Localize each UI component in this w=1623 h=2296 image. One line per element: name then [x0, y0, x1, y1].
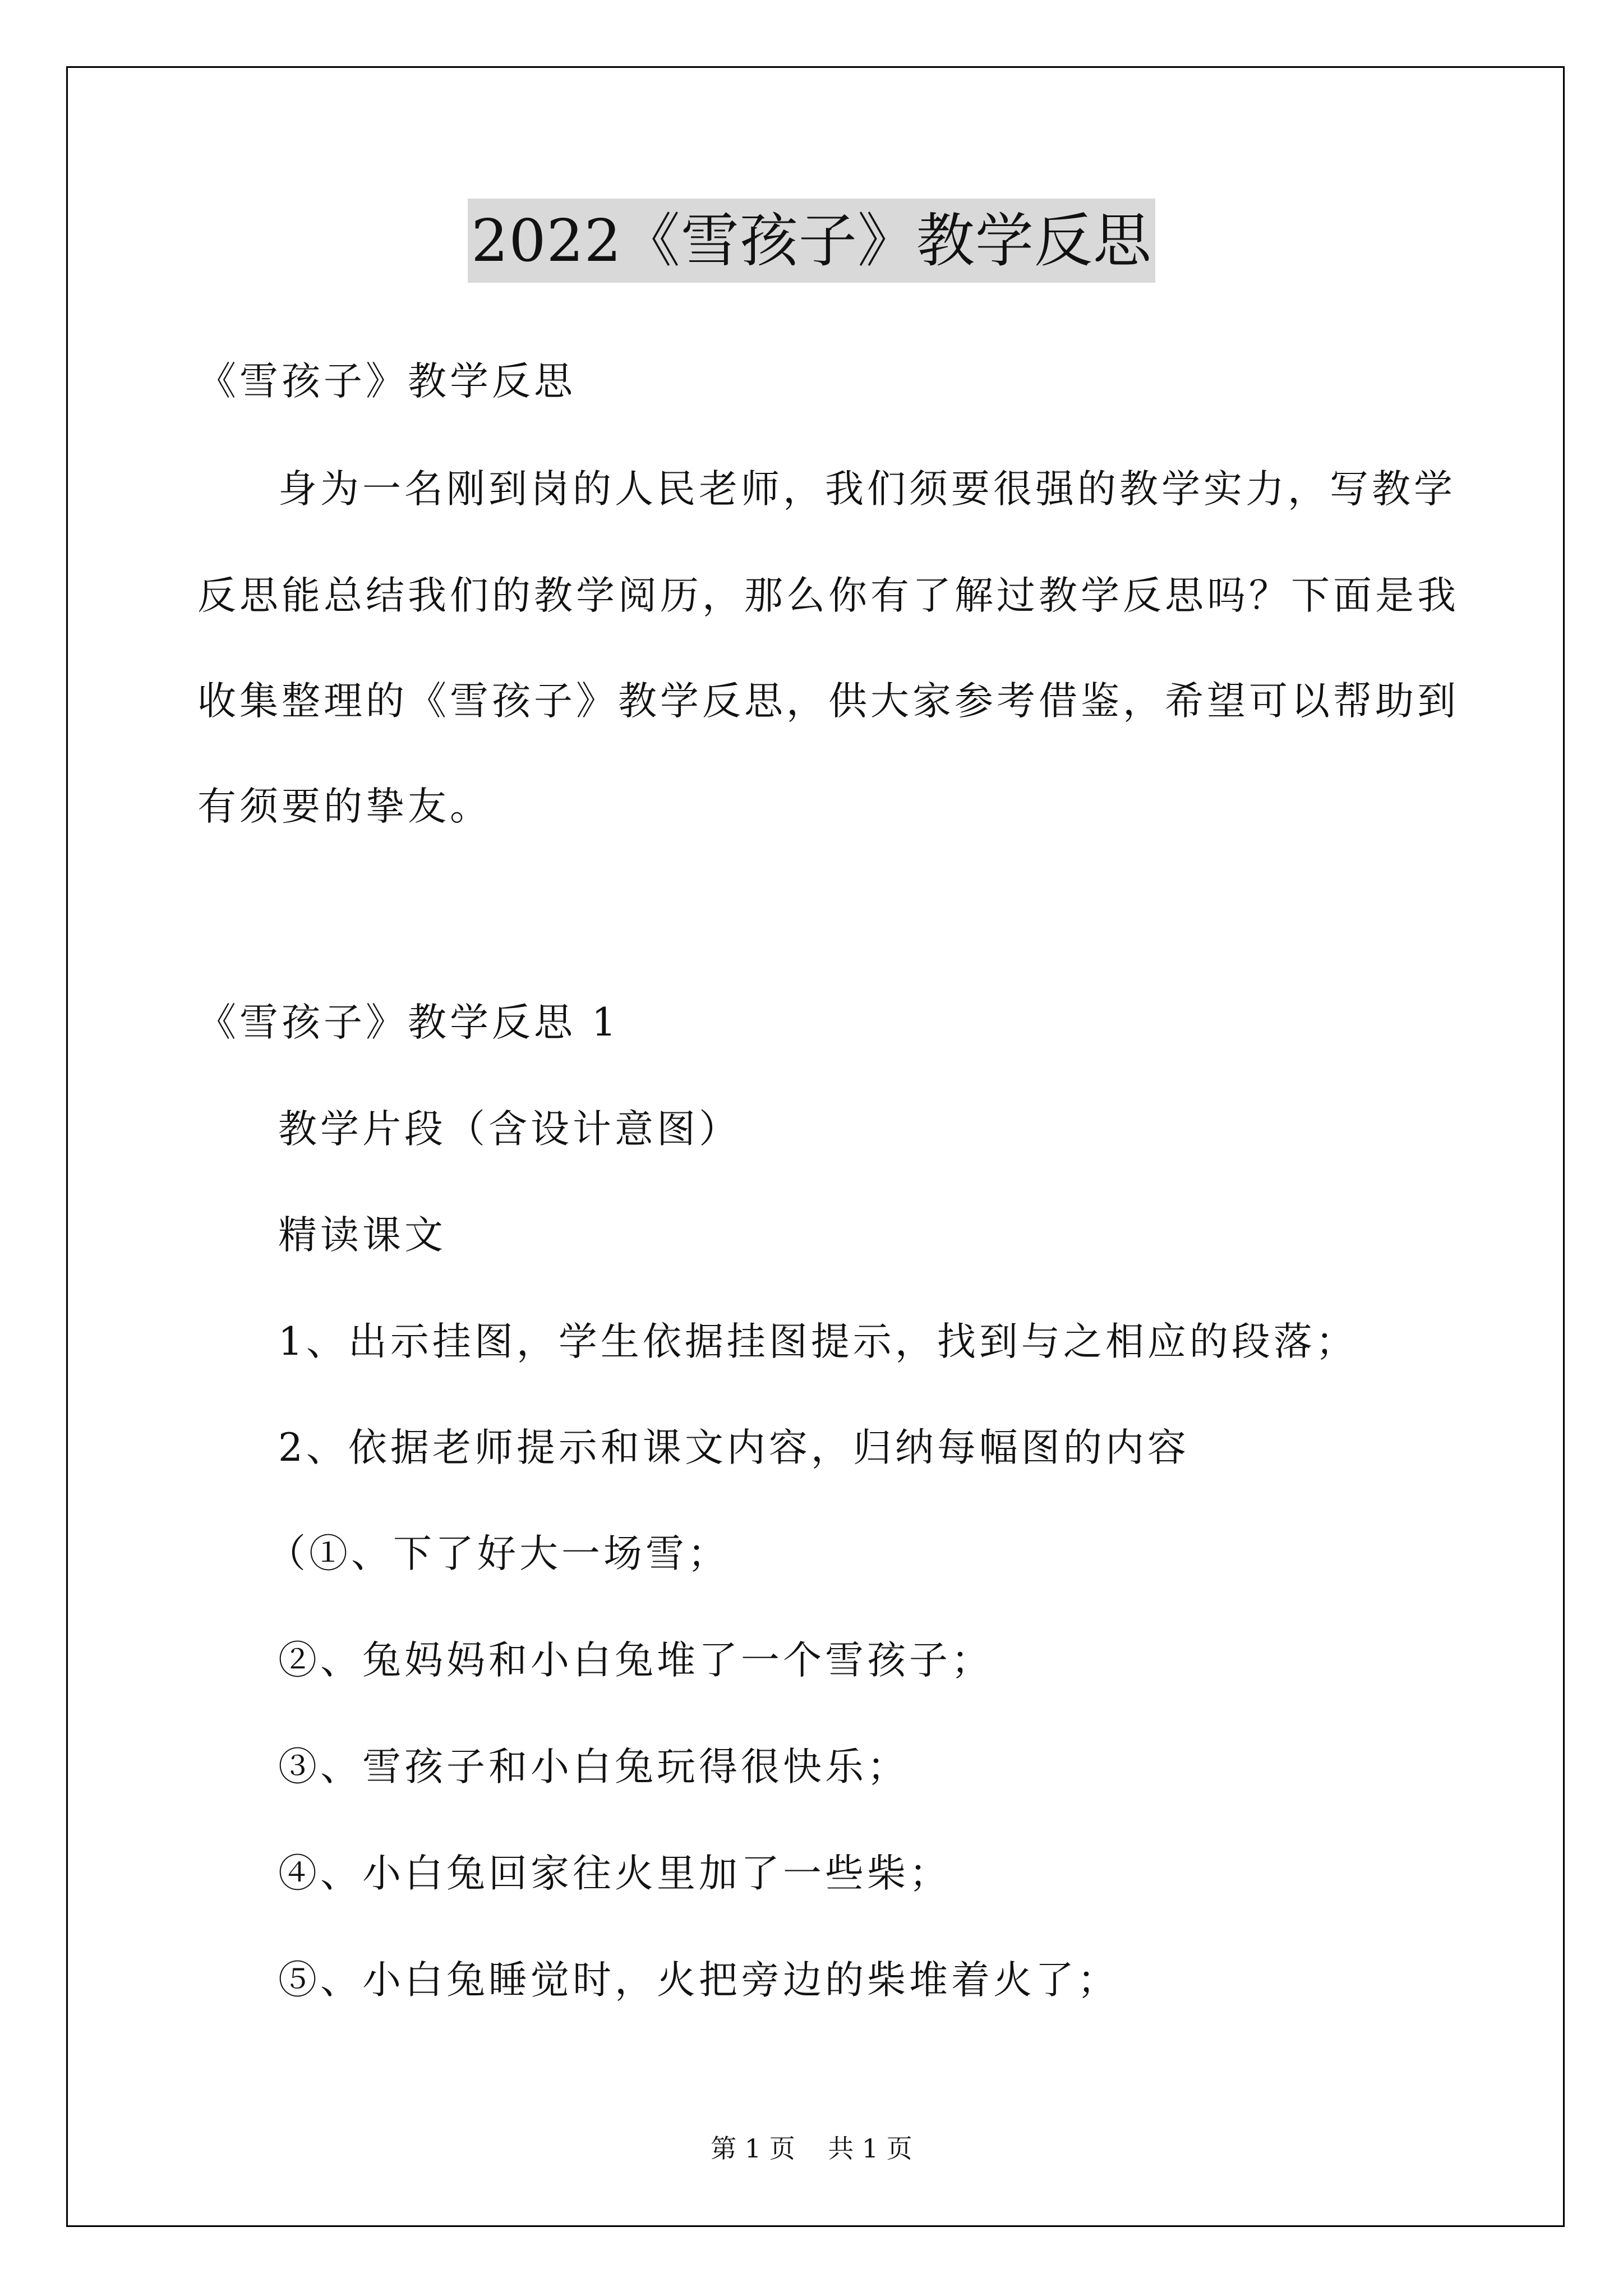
section-heading: 《雪孩子》教学反思 [197, 359, 576, 404]
section-heading: 《雪孩子》教学反思 1 [197, 1000, 620, 1045]
list-item: ③、雪孩子和小白兔玩得很快乐； [278, 1745, 909, 1789]
paragraph-line: 反思能总结我们的教学阅历，那么你有了解过教学反思吗？下面是我 [197, 573, 1459, 618]
paragraph-line: 收集整理的《雪孩子》教学反思，供大家参考借鉴，希望可以帮助到 [197, 679, 1459, 724]
subsection-label: 精读课文 [278, 1213, 446, 1258]
step-line: 1、出示挂图，学生依据挂图提示，找到与之相应的段落； [278, 1319, 1358, 1364]
paragraph-line: 身为一名刚到岗的人民老师，我们须要很强的教学实力，写教学 [278, 467, 1456, 512]
page-number: 第 1 页 共 1 页 [711, 2133, 912, 2164]
list-item: ②、兔妈妈和小白兔堆了一个雪孩子； [278, 1638, 993, 1683]
paragraph-line: 有须要的挚友。 [197, 784, 492, 829]
page-footer [0, 2132, 1623, 2165]
step-line: 2、依据老师提示和课文内容，归纳每幅图的内容 [278, 1425, 1189, 1470]
list-item: ⑤、小白兔睡觉时，火把旁边的柴堆着火了； [278, 1958, 1119, 2003]
list-item: （①、下了好大一场雪； [267, 1531, 730, 1576]
title-container [0, 199, 1623, 283]
list-item: ④、小白兔回家往火里加了一些柴； [278, 1851, 951, 1896]
section-label: 教学片段（含设计意图） [278, 1107, 741, 1152]
document-title: 2022《雪孩子》教学反思 [468, 199, 1155, 283]
